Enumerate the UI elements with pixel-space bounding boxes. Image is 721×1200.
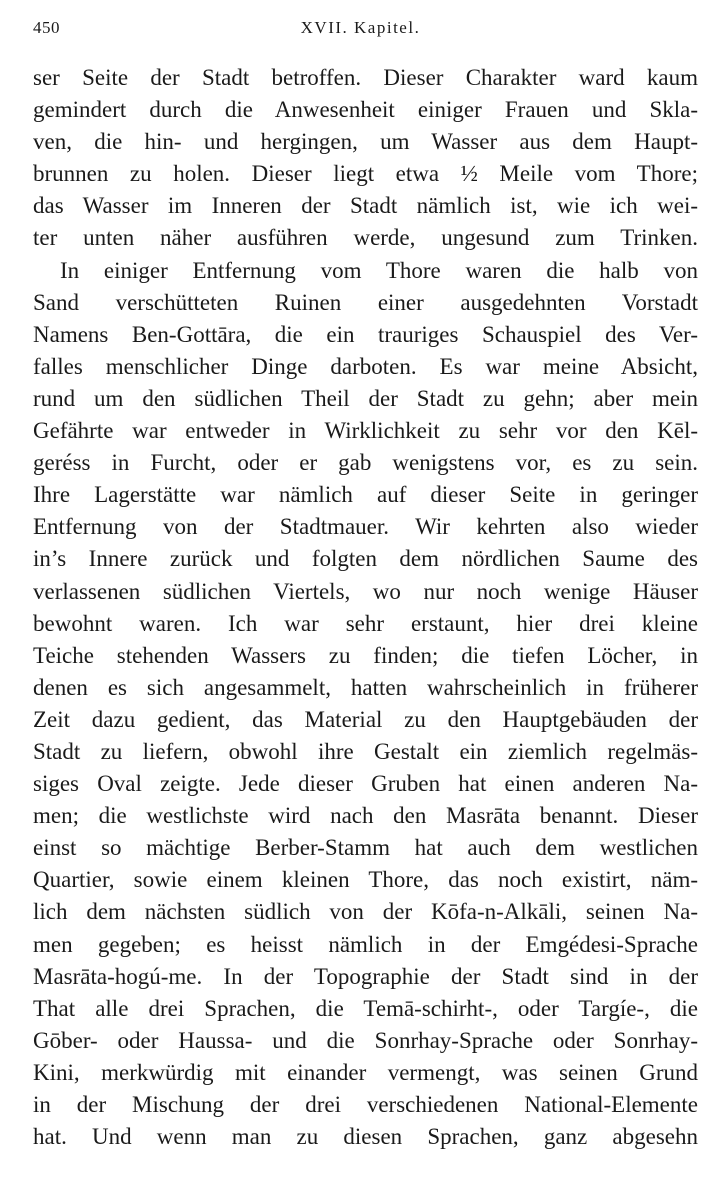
text-line: Teiche stehenden Wassers zu finden; die tiefen Löcher, in: [33, 642, 698, 668]
text-line: ven, die hin- und hergingen, um Wasser aus dem Haupt-: [33, 129, 698, 155]
text-line: geréss in Furcht, oder er gab wenigstens vor, es zu sein.: [33, 450, 698, 476]
running-head: XVII. Kapitel.: [300, 18, 421, 37]
text-line: Gefährte war entweder in Wirklichkeit zu sehr vor den Kēl-: [33, 418, 698, 444]
text-line: rund um den südlichen Theil der Stadt zu gehn; aber mein: [33, 385, 698, 411]
text-line: men gegeben; es heisst nämlich in der Emgédesi-Sprache: [33, 931, 698, 957]
text-line: That alle drei Sprachen, die Temā-schirht-, oder Targíe-, die: [33, 995, 698, 1021]
text-line: men; die westlichste wird nach den Masrāta benannt. Dieser: [33, 803, 698, 829]
text-line: Kini, merkwürdig mit einander vermengt, was seinen Grund: [33, 1059, 698, 1085]
text-line: Ihre Lagerstätte war nämlich auf dieser Seite in geringer: [33, 482, 698, 508]
text-line: ser Seite der Stadt betroffen. Dieser Charakter ward kaum: [33, 65, 698, 90]
page-header: [33, 18, 688, 44]
text-line: bewohnt waren. Ich war sehr erstaunt, hier drei kleine: [33, 610, 698, 636]
text-line: brunnen zu holen. Dieser liegt etwa ½ Meile vom Thore;: [33, 161, 698, 187]
text-line: Stadt zu liefern, obwohl ihre Gestalt ein ziemlich regelmäs-: [33, 738, 698, 764]
text-line: hat. Und wenn man zu diesen Sprachen, ganz abgesehn: [33, 1124, 698, 1150]
text-line: Zeit dazu gedient, das Material zu den Hauptgebäuden der: [33, 706, 698, 732]
text-line: Gōber- oder Haussa- und die Sonrhay-Sprache oder Sonrhay-: [33, 1027, 698, 1053]
text-line: Entfernung von der Stadtmauer. Wir kehrten also wieder: [33, 514, 698, 540]
text-line: Masrāta-hogú-me. In der Topographie der Stadt sind in der: [33, 963, 698, 989]
text-line: einst so mächtige Berber-Stamm hat auch dem westlichen: [33, 835, 698, 861]
text-line: verlassenen südlichen Viertels, wo nur noch wenige Häuser: [33, 578, 698, 604]
text-line: Quartier, sowie einem kleinen Thore, das noch existirt, näm-: [33, 867, 698, 893]
text-line: in’s Innere zurück und folgten dem nördlichen Saume des: [33, 546, 698, 572]
text-line: gemindert durch die Anwesenheit einiger Frauen und Skla-: [33, 97, 698, 123]
text-line: denen es sich angesammelt, hatten wahrscheinlich in früherer: [33, 674, 698, 700]
text-line: siges Oval zeigte. Jede dieser Gruben hat einen anderen Na-: [33, 771, 698, 797]
text-line: ter unten näher ausführen werde, ungesund zum Trinken.: [33, 225, 698, 251]
text-line: falles menschlicher Dinge darboten. Es war meine Absicht,: [33, 353, 698, 379]
text-line: Sand verschütteten Ruinen einer ausgedehnten Vorstadt: [33, 289, 698, 315]
text-line: in der Mischung der drei verschiedenen National-Elemente: [33, 1092, 698, 1117]
page-number: 450: [33, 18, 60, 37]
text-line: das Wasser im Inneren der Stadt nämlich ist, wie ich wei-: [33, 193, 698, 219]
text-line: lich dem nächsten südlich von der Kōfa-n-Alkāli, seinen Na-: [33, 899, 698, 925]
text-line: Namens Ben-Gottāra, die ein trauriges Schauspiel des Ver-: [33, 321, 698, 347]
text-line: In einiger Entfernung vom Thore waren die halb von: [60, 257, 698, 283]
body-text: [33, 62, 698, 1153]
